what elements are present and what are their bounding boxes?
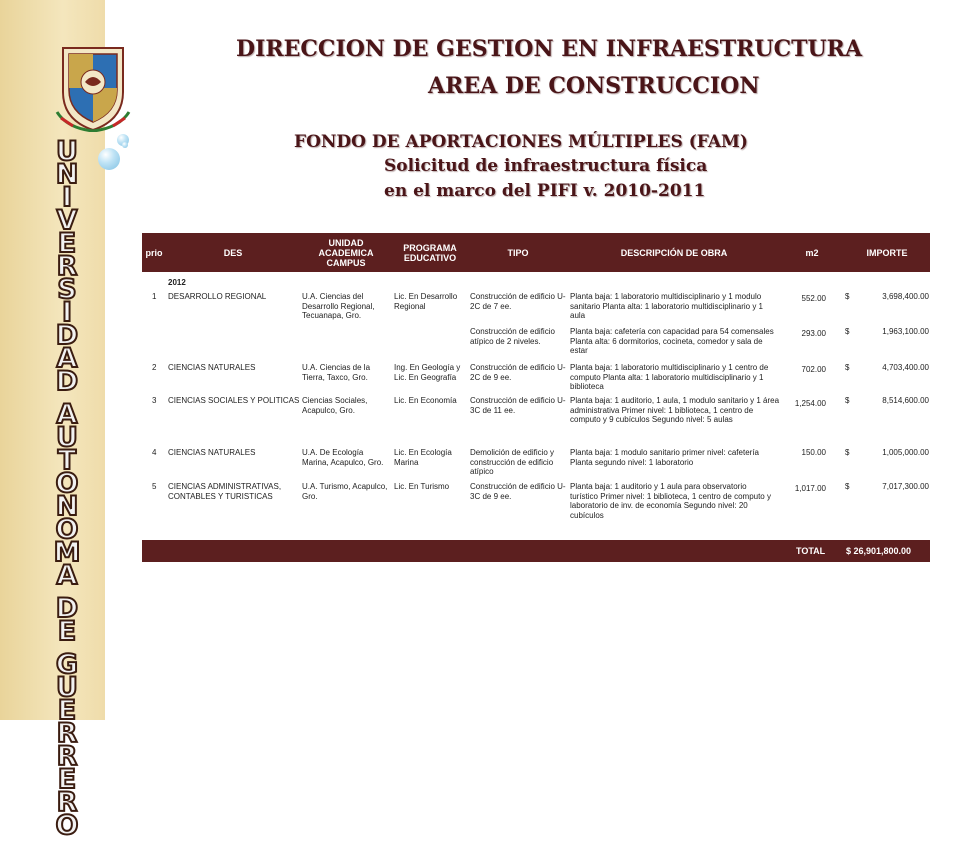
cell-importe: 1,005,000.00 [882,448,929,457]
cell-tipo: Construcción de edificio U-3C de 11 ee. [470,396,566,415]
cell-prio: 4 [152,448,157,457]
sidebar-letter: V [56,205,78,236]
cell-unidad: U.A. Ciencias de la Tierra, Taxco, Gro. [302,363,371,382]
cell-unidad: U.A. De Ecología Marina, Acapulco, Gro. [302,448,384,467]
sidebar-letter: U [56,422,78,453]
sidebar-letter: E [57,764,77,795]
sidebar-letter: D [55,593,79,624]
currency-sign: $ [845,327,850,336]
cell-prio: 1 [152,292,157,301]
sidebar-letter: E [57,695,77,726]
cell-tipo: Demolición de edificio y construcción de edificio atípico [470,448,555,476]
currency-sign: $ [845,396,850,405]
cell-importe: 8,514,600.00 [882,396,929,405]
title-line-5: en el marco del PIFI v. 2010-2011 [384,181,706,201]
sidebar-letter: S [57,274,77,305]
cell-importe: 7,017,300.00 [882,482,929,491]
title-line-1: DIRECCION DE GESTION EN INFRAESTRUCTURA [236,36,863,62]
table-header [142,233,930,272]
sidebar-letter: A [56,399,78,430]
cell-descripcion: Planta baja: cafetería con capacidad para 54 comensales Planta alta: 6 dormitorios, cocineta, comedor y sala de estar [570,327,774,355]
title-line-2: AREA DE CONSTRUCCION [428,73,760,99]
sidebar-letter: D [55,366,79,397]
sidebar-letter: R [56,718,78,749]
header-programa: PROGRAMA EDUCATIVO [403,242,457,263]
cell-tipo: Construcción de edificio U-2C de 7 ee. [470,292,566,311]
cell-descripcion: Planta baja: 1 modulo sanitario primer nivel: cafetería Planta segundo nivel: 1 laboratorio [570,448,759,467]
cell-importe: 4,703,400.00 [882,363,929,372]
sidebar-letter: T [57,445,77,476]
cell-programa: Lic. En Desarrollo Regional [394,292,458,311]
cell-m2: 552.00 [801,294,826,303]
sidebar-letter: O [55,514,79,545]
sidebar-letter: G [55,649,79,680]
sidebar-letter: A [56,560,78,591]
cell-m2: 1,254.00 [794,399,826,408]
sidebar-letter: O [55,468,79,499]
cell-unidad: Ciencias Sociales, Acapulco, Gro. [302,396,368,415]
cell-m2: 1,017.00 [794,484,826,493]
year-label: 2012 [168,278,186,287]
sidebar-letter: A [56,343,78,374]
cell-programa: Lic. En Turismo [394,482,450,491]
infrastructure-table [142,233,930,556]
cell-prio: 5 [152,482,157,491]
total-value: $ 26,901,800.00 [846,546,912,556]
cell-prio: 2 [152,363,157,372]
cell-des: CIENCIAS SOCIALES Y POLITICAS [168,396,300,405]
title-line-4: Solicitud de infraestructura física [384,156,708,176]
cell-des: CIENCIAS NATURALES [168,448,256,457]
cell-descripcion: Planta baja: 1 laboratorio multidisciplinario y 1 centro de computo Planta alta: 1 laboratorio multidisciplinario y 1 biblioteca [570,363,769,391]
currency-sign: $ [845,448,850,457]
cell-descripcion: Planta baja: 1 laboratorio multidisciplinario y 1 modulo sanitario Planta alta: 1 laboratorio multidisciplinario y 1 aula [570,292,763,320]
header-unidad: UNIDAD ACADEMICA CAMPUS [318,237,374,268]
cell-tipo: Construcción de edificio U-3C de 9 ee. [470,482,566,501]
header-tipo: TIPO [507,247,529,258]
cell-programa: Ing. En Geología y Lic. En Geografía [394,363,461,382]
cell-des: DESARROLLO REGIONAL [168,292,267,301]
sidebar-letter: I [61,297,73,328]
sidebar-letter: U [56,136,78,167]
table-footer [142,540,930,562]
sidebar-letter: M [53,537,81,568]
header-m2: m2 [805,247,819,258]
cell-programa: Lic. En Ecología Marina [394,448,452,467]
cell-descripcion: Planta baja: 1 auditorio y 1 aula para observatorio turístico Primer nivel: 1 biblioteca, 1 centro de computo y laboratorio de inv. de economía Segundo nivel: 20 cubículos [570,482,771,520]
sidebar-letter: N [55,159,79,190]
sidebar-letter: R [56,787,78,818]
cell-m2: 293.00 [801,329,826,338]
sidebar-letter: E [57,228,77,259]
sidebar-letter: R [56,251,78,282]
university-seal-icon [55,42,131,132]
sidebar-letter: I [61,182,73,213]
cell-tipo: Construcción de edificio atípico de 2 niveles. [470,327,555,346]
cell-importe: 3,698,400.00 [882,292,929,301]
sidebar-letter: E [57,616,77,647]
currency-sign: $ [845,292,850,301]
header-prio: prio [145,247,163,258]
cell-m2: 150.00 [801,448,826,457]
sidebar-letter: R [56,741,78,772]
sidebar-letter: O [55,810,79,841]
cell-unidad: U.A. Turismo, Acapulco, Gro. [302,482,388,501]
cell-unidad: U.A. Ciencias del Desarrollo Regional, Tecuanapa, Gro. [302,292,375,320]
header-descripcion: DESCRIPCIÓN DE OBRA [620,247,728,258]
sidebar-letter: U [56,672,78,703]
currency-sign: $ [845,482,850,491]
currency-sign: $ [845,363,850,372]
total-label: TOTAL [796,546,826,556]
cell-prio: 3 [152,396,157,405]
cell-des: CIENCIAS ADMINISTRATIVAS, CONTABLES Y TURISTICAS [168,482,282,501]
cell-importe: 1,963,100.00 [882,327,929,336]
cell-m2: 702.00 [801,365,826,374]
bubble-decoration [122,142,128,148]
cell-des: CIENCIAS NATURALES [168,363,256,372]
header-des: DES [223,247,243,258]
sidebar-letter: D [55,320,79,351]
cell-descripcion: Planta baja: 1 auditorio, 1 aula, 1 modulo sanitario y 1 área administrativa Primer nivel: 1 biblioteca, 1 centro de computo y 9 cubículos Segundo nivel: 5 aulas [570,396,780,424]
header-importe: IMPORTE [866,247,908,258]
title-line-3: FONDO DE APORTACIONES MÚLTIPLES (FAM) [294,132,748,152]
sidebar-letter: N [55,491,79,522]
sidebar-vertical-text [28,136,106,841]
cell-tipo: Construcción de edificio U-2C de 9 ee. [470,363,566,382]
cell-programa: Lic. En Economía [394,396,457,405]
